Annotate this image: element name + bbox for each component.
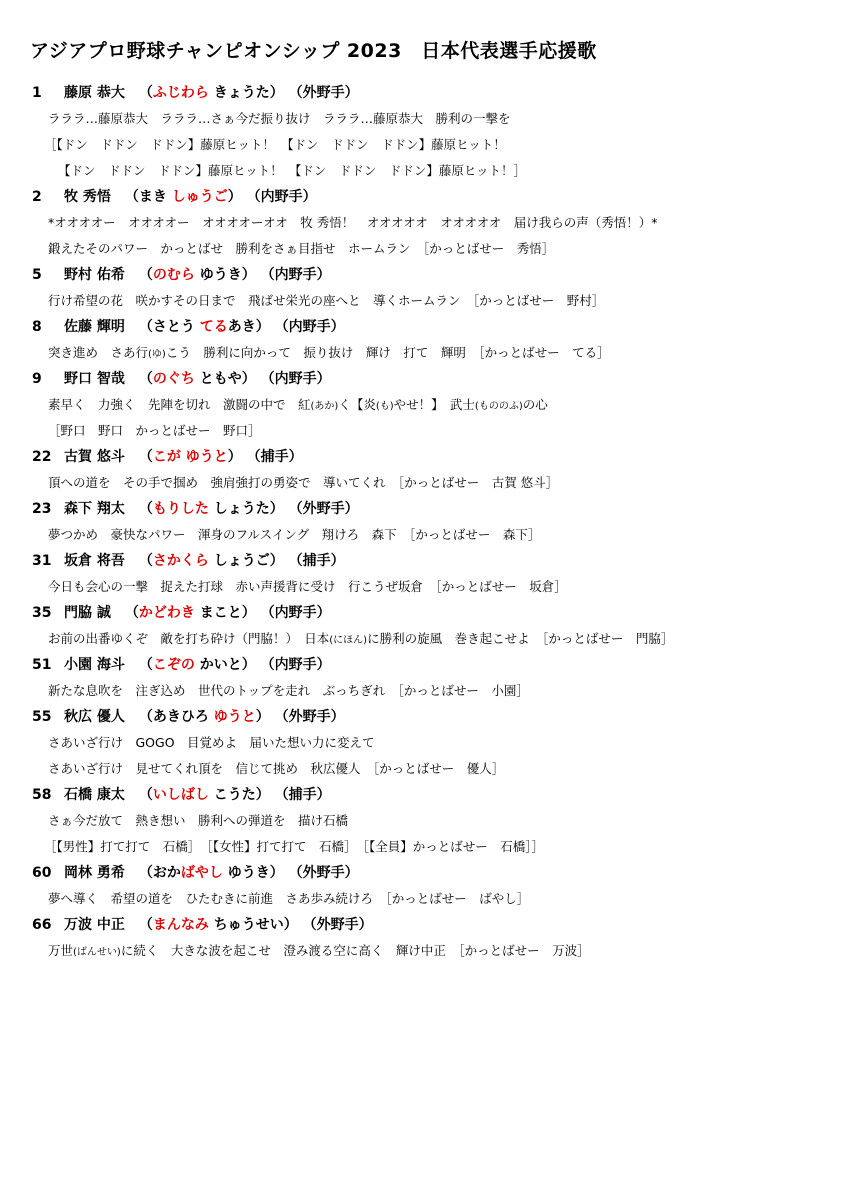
lyric-line: 夢へ導く 希望の道を ひたむきに前進 さあ歩み続けろ ［かっとばせー ばやし］ bbox=[48, 891, 530, 906]
player-name: 小園 海斗 bbox=[64, 657, 125, 673]
player-header bbox=[32, 860, 822, 886]
player-header bbox=[32, 548, 822, 574]
player-position: （内野手） bbox=[255, 657, 331, 673]
player-name: 藤原 恭大 bbox=[64, 85, 125, 101]
lyric-line: 新たな息吹を 注ぎ込め 世代のトップを走れ ぶっちぎれ ［かっとばせー 小園］ bbox=[48, 683, 529, 698]
player-name: 岡林 勇希 bbox=[64, 865, 125, 881]
player-entry bbox=[32, 548, 822, 600]
player-entry bbox=[32, 314, 822, 366]
lyric-line: ラララ…藤原恭大 ラララ…さぁ今だ振り抜け ラララ…藤原恭大 勝利の一撃を bbox=[48, 111, 511, 126]
player-reading: （さとう てるあき） bbox=[138, 319, 270, 335]
player-header bbox=[32, 600, 822, 626]
lyric-line: 夢つかめ 豪快なパワー 渾身のフルスイング 翔けろ 森下 ［かっとばせー 森下］ bbox=[48, 527, 541, 542]
player-entry bbox=[32, 80, 822, 184]
lyric-line: さあいざ行け GOGO 目覚めよ 届いた想い力に変えて bbox=[48, 735, 375, 750]
player-position: （外野手） bbox=[283, 501, 359, 517]
player-entry bbox=[32, 704, 822, 782]
player-number: 58 bbox=[32, 787, 52, 803]
player-number: 2 bbox=[32, 189, 42, 205]
player-position: （内野手） bbox=[255, 371, 331, 387]
player-number: 31 bbox=[32, 553, 52, 569]
player-reading: （あきひろ ゆうと） bbox=[138, 709, 270, 725]
player-entry bbox=[32, 782, 822, 860]
lyric-line: さぁ今だ放て 熱き想い 勝利への弾道を 描け石橋 bbox=[48, 813, 349, 828]
lyric-line: 【ドン ドドン ドドン】藤原ヒット！ 【ドン ドドン ドドン】藤原ヒット！］ bbox=[58, 163, 527, 178]
player-name: 坂倉 将吾 bbox=[64, 553, 125, 569]
player-header bbox=[32, 314, 822, 340]
player-entry bbox=[32, 860, 822, 912]
player-number: 9 bbox=[32, 371, 42, 387]
player-number: 23 bbox=[32, 501, 52, 517]
player-header bbox=[32, 366, 822, 392]
player-name: 古賀 悠斗 bbox=[64, 449, 125, 465]
lyric-line: 鍛えたそのパワー かっとばせ 勝利をさぁ目指せ ホームラン ［かっとばせー 秀悟］ bbox=[48, 241, 555, 256]
lyric-line: 頂への道を その手で掴め 強肩強打の勇姿で 導いてくれ ［かっとばせー 古賀 悠斗］ bbox=[48, 475, 559, 490]
player-name: 森下 翔太 bbox=[64, 501, 125, 517]
lyric-line: 万世(ばんせい)に続く 大きな波を起こせ 澄み渡る空に高く 輝け中正 ［かっとばせー 万波］ bbox=[48, 943, 590, 958]
lyric-line: 今日も会心の一撃 捉えた打球 赤い声援背に受け 行こうぜ坂倉 ［かっとばせー 坂倉］ bbox=[48, 579, 567, 594]
player-reading: （いしばし こうた） bbox=[138, 787, 270, 803]
player-position: （内野手） bbox=[241, 189, 317, 205]
player-entry bbox=[32, 184, 822, 262]
lyric-line: 行け希望の花 咲かすその日まで 飛ばせ栄光の座へと 導くホームラン ［かっとばせー 野村］ bbox=[48, 293, 605, 308]
player-header bbox=[32, 704, 822, 730]
player-position: （内野手） bbox=[269, 319, 345, 335]
player-number: 5 bbox=[32, 267, 42, 283]
player-number: 1 bbox=[32, 85, 42, 101]
player-header bbox=[32, 912, 822, 938]
player-name: 野口 智哉 bbox=[64, 371, 125, 387]
player-header bbox=[32, 444, 822, 470]
player-reading: （おかばやし ゆうき） bbox=[138, 865, 284, 881]
player-entry bbox=[32, 262, 822, 314]
player-reading: （こぞの かいと） bbox=[138, 657, 256, 673]
player-position: （外野手） bbox=[297, 917, 373, 933]
player-number: 55 bbox=[32, 709, 52, 725]
player-reading: （まんなみ ちゅうせい） bbox=[138, 917, 298, 933]
player-header bbox=[32, 184, 822, 210]
player-header bbox=[32, 782, 822, 808]
player-reading: （ふじわら きょうた） bbox=[138, 85, 284, 101]
player-reading: （まき しゅうご） bbox=[124, 189, 242, 205]
lyric-line: *オオオオー オオオオー オオオオーオオ 牧 秀悟！ オオオオオ オオオオオ 届け我らの声（秀悟！）* bbox=[48, 215, 658, 230]
player-entry bbox=[32, 444, 822, 496]
lyric-line: ［野口 野口 かっとばせー 野口］ bbox=[48, 423, 261, 438]
player-position: （捕手） bbox=[241, 449, 303, 465]
player-number: 35 bbox=[32, 605, 52, 621]
player-position: （外野手） bbox=[283, 865, 359, 881]
player-reading: （のむら ゆうき） bbox=[138, 267, 256, 283]
player-entry bbox=[32, 496, 822, 548]
player-reading: （もりした しょうた） bbox=[138, 501, 284, 517]
player-header bbox=[32, 652, 822, 678]
player-position: （捕手） bbox=[269, 787, 331, 803]
player-position: （内野手） bbox=[255, 267, 331, 283]
player-reading: （のぐち ともや） bbox=[138, 371, 256, 387]
lyric-line: 突き進め さあ行(ゆ)こう 勝利に向かって 振り抜け 輝け 打て 輝明 ［かっとばせー てる］ bbox=[48, 345, 610, 360]
player-name: 秋広 優人 bbox=[64, 709, 125, 725]
lyric-line: さあいざ行け 見せてくれ頂を 信じて挑め 秋広優人 ［かっとばせー 優人］ bbox=[48, 761, 505, 776]
player-header bbox=[32, 262, 822, 288]
player-name: 石橋 康太 bbox=[64, 787, 125, 803]
player-number: 66 bbox=[32, 917, 52, 933]
player-header bbox=[32, 496, 822, 522]
player-reading: （さかくら しょうご） bbox=[138, 553, 284, 569]
player-entry bbox=[32, 652, 822, 704]
lyric-line: 素早く 力強く 先陣を切れ 激闘の中で 紅(あか)く【炎(も)やせ！】 武士(もののふ)の心 bbox=[48, 397, 548, 412]
player-name: 万波 中正 bbox=[64, 917, 125, 933]
player-entry bbox=[32, 912, 822, 964]
player-number: 22 bbox=[32, 449, 52, 465]
player-number: 8 bbox=[32, 319, 42, 335]
lyric-line: ［【男性】打て打て 石橋］ ［【女性】打て打て 石橋］ ［【全員】かっとばせー 石橋］］ bbox=[44, 839, 545, 854]
player-number: 60 bbox=[32, 865, 52, 881]
cheer-song-list bbox=[32, 80, 822, 964]
page-title: アジアプロ野球チャンピオンシップ 2023 日本代表選手応援歌 bbox=[30, 40, 597, 62]
player-position: （内野手） bbox=[255, 605, 331, 621]
player-entry bbox=[32, 600, 822, 652]
player-header bbox=[32, 80, 822, 106]
player-position: （外野手） bbox=[283, 85, 359, 101]
player-number: 51 bbox=[32, 657, 52, 673]
player-position: （捕手） bbox=[283, 553, 345, 569]
player-entry bbox=[32, 366, 822, 444]
player-reading: （こが ゆうと） bbox=[138, 449, 242, 465]
player-position: （外野手） bbox=[269, 709, 345, 725]
player-name: 門脇 誠 bbox=[64, 605, 111, 621]
player-name: 牧 秀悟 bbox=[64, 189, 111, 205]
player-name: 佐藤 輝明 bbox=[64, 319, 125, 335]
player-name: 野村 佑希 bbox=[64, 267, 125, 283]
player-reading: （かどわき まこと） bbox=[124, 605, 256, 621]
lyric-line: お前の出番ゆくぞ 敵を打ち砕け（門脇！） 日本(にほん)に勝利の旋風 巻き起こせよ ［かっとばせー 門脇］ bbox=[48, 631, 674, 646]
lyric-line: ［【ドン ドドン ドドン】藤原ヒット！ 【ドン ドドン ドドン】藤原ヒット！ bbox=[44, 137, 506, 152]
